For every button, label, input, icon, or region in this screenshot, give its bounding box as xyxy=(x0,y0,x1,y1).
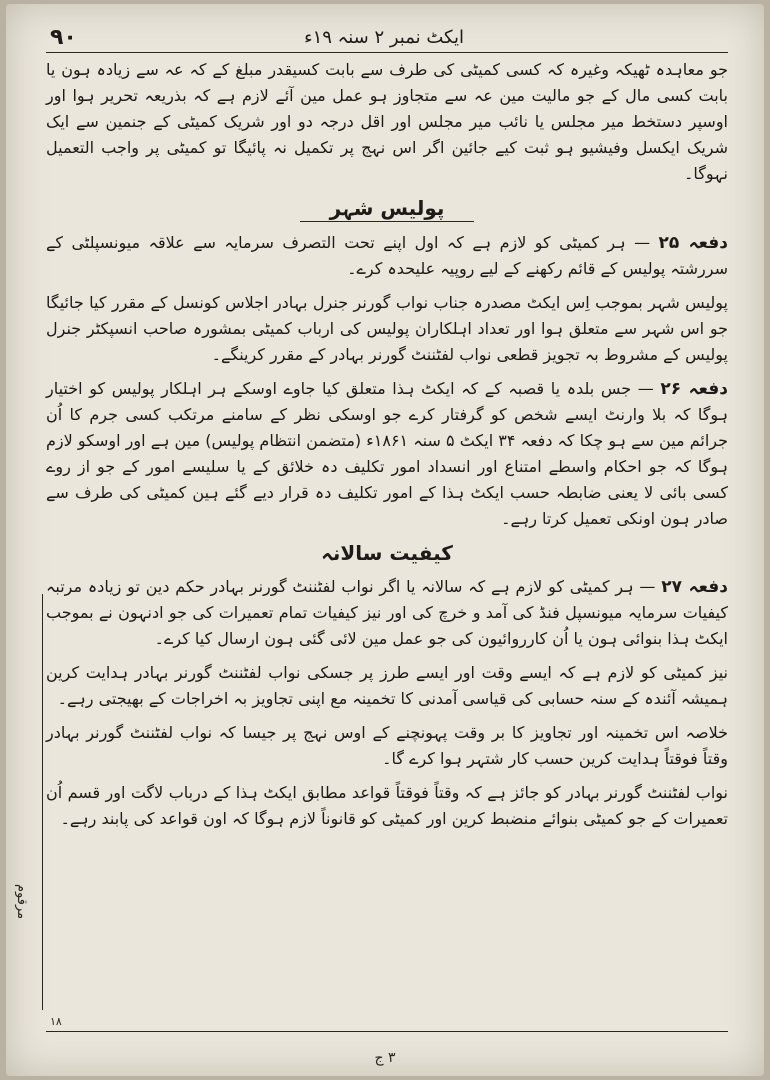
section-26: دفعہ ۲۶ — جس بلدہ یا قصبہ کے کہ ایکٹ ہذا متعلق کیا جاوے اوسکے ہر اہلکار پولیس کو اختیار ہوگا کہ بلا وارنٹ ایسے شخص کو گرفتار کرے جو اوسکی نظر کے سامنے مرتکب کسی جرم کا اُن جرائم مین سے ہو چکا کہ دفعہ ۳۴ ایکٹ ۵ سنہ ۱۸۶۱ء (متضمن انتظام پولیس) مین ہے اور اوسکو لازم ہوگا کہ جو احکام واسطے امتناع اور انسداد امور تکلیف دہ خلائق کے یا سلیسے امور کے جو از روے کسی بائی لا یعنی ضابطہ حسب ایکٹ ہذا کے امور تکلیف دہ قرار دیے گئے ہین کمیٹی کی طرف سے صادر ہون اونکی تعمیل کرتا رہے۔ xyxy=(46,379,728,528)
paragraph-27-summary: خلاصہ اس تخمینہ اور تجاویز کا بر وقت پہونچنے کے اوس نہج پر جیسا کہ نواب لفٹننٹ گورنر بہادر وقتاً فوقتاً ہدایت کرین حسب کار شتہر ہوا کرے گا۔ xyxy=(46,723,728,768)
header-rule xyxy=(46,52,728,53)
footer xyxy=(6,1050,764,1066)
section-26-label: دفعہ ۲۶ xyxy=(660,379,728,399)
page-number: ۹۰ xyxy=(50,25,77,50)
section-26-text: جس بلدہ یا قصبہ کے کہ ایکٹ ہذا متعلق کیا جاوے اوسکے ہر اہلکار پولیس کو اختیار ہوگا کہ بلا وارنٹ ایسے شخص کو گرفتار کرے جو اوسکی نظر کے سامنے مرتکب کسی جرم کا اُن جرائم مین سے ہو چکا کہ دفعہ ۳۴ ایکٹ ۵ سنہ ۱۸۶۱ء (متضمن انتظام پولیس) مین ہے اور اوسکو لازم ہوگا کہ جو احکام واسطے امتناع اور انسداد امور تکلیف دہ خلائق کے یا سلیسے امور کے جو از روے کسی بائی لا یعنی ضابطہ حسب ایکٹ ہذا کے امور تکلیف دہ قرار دیے گئے ہین کمیٹی کی طرف سے صادر ہون اونکی تعمیل کرتا رہے۔ xyxy=(46,379,728,528)
page-text xyxy=(46,24,728,1020)
document-page xyxy=(6,4,764,1076)
section-25: دفعہ ۲۵ — ہر کمیٹی کو لازم ہے کہ اول اپنے تحت التصرف سرمایہ سے علاقہ میونسپلٹی کے سررشتہ پولیس کے قائم رکھنے کے لیے روپیہ علیحدہ کرے۔ xyxy=(46,233,728,278)
heading-annual-text: کیفیت سالانہ xyxy=(321,541,453,565)
section-27-text: ہر کمیٹی کو لازم ہے کہ سالانہ یا اگر نواب لفٹننٹ گورنر بہادر حکم دین تو زیادہ مرتبہ کیفیات سرمایہ میونسپل فنڈ کی آمد و خرچ کی اور نیز کیفیات تمام تعمیرات کی جو ادنہون نے بموجب ایکٹ ہذا بنوائی ہون یا اُن کارروائیون کی جو عمل مین لائی گئی ہون ارسال کیا کرے۔ xyxy=(46,577,728,648)
section-27: دفعہ ۲۷ — ہر کمیٹی کو لازم ہے کہ سالانہ یا اگر نواب لفٹننٹ گورنر بہادر حکم دین تو زیادہ مرتبہ کیفیات سرمایہ میونسپل فنڈ کی آمد و خرچ کی اور نیز کیفیات تمام تعمیرات کی جو ادنہون نے بموجب ایکٹ ہذا بنوائی ہون یا اُن کارروائیون کی جو عمل مین لائی گئی ہون ارسال کیا کرے۔ xyxy=(46,577,729,648)
margin-note: مرقوم xyxy=(14,884,29,920)
paragraph-27-estimate: نیز کمیٹی کو لازم ہے کہ ایسے وقت اور ایسے طرز پر جسکی نواب لفٹننٹ گورنر بہادر ہدایت کرین ہمیشہ آئندہ کے سنہ حسابی کی قیاسی آمدنی کا تخمینہ مع اپنی تجاویز بہ اخراجات کے بھیجتی رہے۔ xyxy=(46,663,728,708)
paragraph-27-rules: نواب لفٹننٹ گورنر بہادر کو جائز ہے کہ وقتاً فوقتاً قواعد مطابق ایکٹ ہذا کے درباب لاگت اور قسم اُن تعمیرات کے جو کمیٹی بنوائے منضبط کرین اور کمیٹی کو قانوناً لازم ہوگا کہ اون قواعد کی پابند رہے۔ xyxy=(46,783,728,828)
paragraph-police-appointment: پولیس شہر بموجب اِس ایکٹ مصدرہ جناب نواب گورنر جنرل بہادر اجلاس کونسل کے مقرر کیا جائیگا جو اس شہر سے متعلق ہوا اور تعداد اہلکاران پولیس کی ارباب کمیٹی بمشورہ صاحب انسپکٹر جنرل پولیس کے مشروط بہ تجویز قطعی نواب لفٹننٹ گورنر بہادر کے مقرر کرینگے۔ xyxy=(46,293,728,364)
heading-police-text: پولیس شہر xyxy=(300,195,475,222)
bottom-rule xyxy=(46,1031,728,1032)
heading-annual xyxy=(46,540,728,566)
corner-number: ۱۸ xyxy=(50,1015,62,1028)
section-25-label: دفعہ ۲۵ xyxy=(658,233,728,253)
footer-signature: ۳ ج xyxy=(374,1050,396,1066)
section-27-label: دفعہ ۲۷ xyxy=(661,577,729,597)
left-margin-rule xyxy=(42,594,43,1010)
running-head xyxy=(46,24,728,52)
section-25-text: ہر کمیٹی کو لازم ہے کہ اول اپنے تحت التصرف سرمایہ سے علاقہ میونسپلٹی کے سررشتہ پولیس کے قائم رکھنے کے لیے روپیہ علیحدہ کرے۔ xyxy=(46,233,728,278)
heading-police xyxy=(46,195,728,222)
act-title: ایکٹ نمبر ۲ سنہ ۱۹ء xyxy=(304,27,464,48)
paragraph-contracts: جو معاہدہ ٹھیکہ وغیرہ کہ کسی کمیٹی کی طرف سے بابت کسیقدر مبلغ کے کہ عہ سے زیادہ ہون یا بابت کسی مال کے جو مالیت مین عہ سے متجاوز ہو عمل مین آئے لازم ہے کہ بذریعہ تحریر ہوا اور اوسپر دستخط میر مجلس یا نائب میر مجلس اور اقل درجہ دو اور شریک کمیٹی کے جنمین سے ایک شریک ایکسل وفیشیو ہو ثبت کیے جائین اگر اس نہج پر تکمیل نہ پائیگا تو کمیٹی پر واجب التعمیل نہوگا۔ xyxy=(46,60,728,183)
